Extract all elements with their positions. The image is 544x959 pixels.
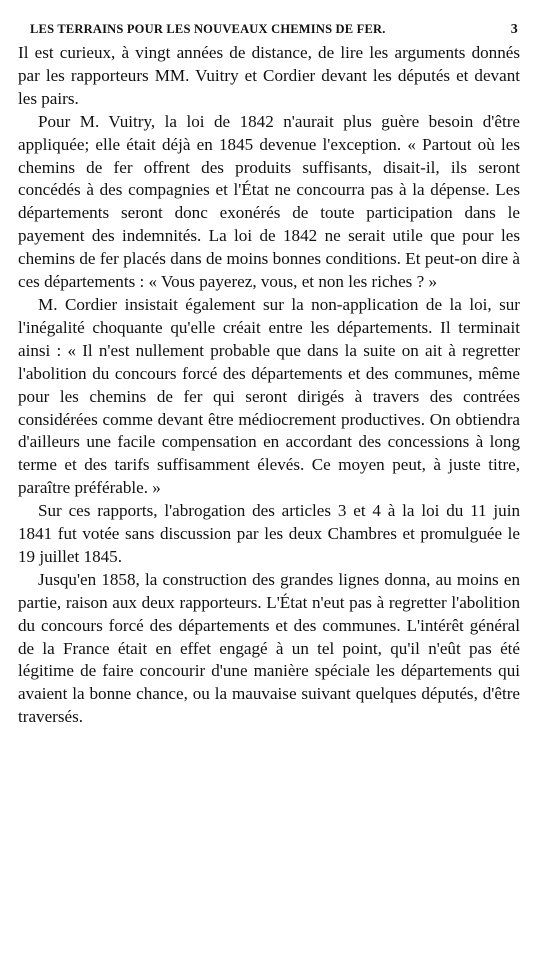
paragraph-abrogation: Sur ces rapports, l'abrogation des articles 3 et 4 à la loi du 11 juin 1841 fut votée sans discussion par les deux Chambres et promulguée le 19 juillet 1845. <box>18 501 520 566</box>
paragraph-vuitry: Pour M. Vuitry, la loi de 1842 n'aurait plus guère besoin d'être appliquée; elle était déjà en 1845 devenue l'exception. « Partout où les chemins de fer offrent des produits suffisants, disait-il, ils seront concédés à des compagnies et l'État ne concourra pas à la dépense. Les départements seront donc exonérés de toute participation dans le payement des indemnités. La loi de 1842 ne serait utile que pour les chemins de fer placés dans de moins bonnes conditions. Et peut-on dire à ces départements : « Vous payerez, vous, et non les riches ? » <box>18 111 520 292</box>
paragraph-cordier: M. Cordier insistait également sur la non-application de la loi, sur l'inégalité choquante qu'elle créait entre les départements. Il terminait ainsi : « Il n'est nullement probable que dans la suite on ait à regretter l'abolition du concours forcé des départements et des communes, même pour les chemins de fer qui seront dirigés à travers des contrées considérées comme devant être médiocrement productives. On obtiendra d'ailleurs une facile compensation en accordant des concessions à long terme et des tarifs suffisamment élevés. Ce moyen peut, à juste titre, paraître préférable. » <box>18 294 520 498</box>
page-number: 3 <box>510 22 518 37</box>
running-header <box>30 22 520 38</box>
paragraph-1858: Jusqu'en 1858, la construction des grandes lignes donna, au moins en partie, raison aux deux rapporteurs. L'État n'eut pas à regretter l'abolition du concours forcé des départements et des communes. L'intérêt général de la France était en effet engagé à un tel point, qu'il n'eût pas été légitime de faire concourir d'une manière spéciale les départements qui avaient la bonne chance, ou la mauvaise suivant quelques députés, d'être traversés. <box>18 569 520 727</box>
running-title: LES TERRAINS POUR LES NOUVEAUX CHEMINS DE FER. <box>30 22 386 36</box>
body-text <box>18 42 520 729</box>
paragraph-intro: Il est curieux, à vingt années de distance, de lire les arguments donnés par les rapporteurs MM. Vuitry et Cordier devant les députés et devant les pairs. <box>18 43 520 108</box>
